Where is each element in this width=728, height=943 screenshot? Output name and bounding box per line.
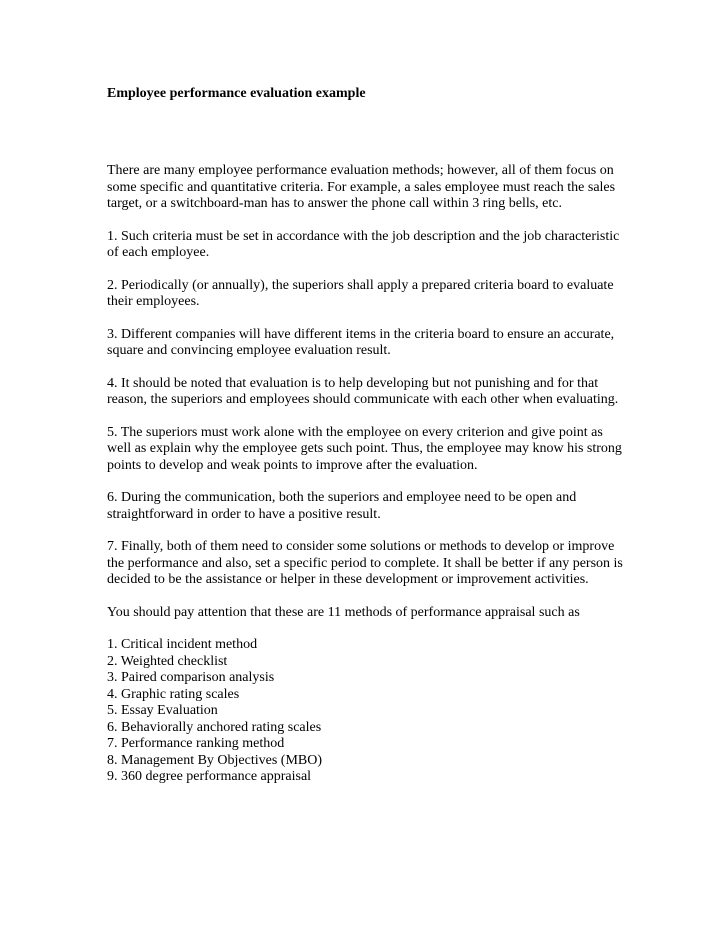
methods-intro-paragraph: You should pay attention that these are 11 methods of performance appraisal such as [107,604,580,620]
point-paragraph-3: 3. Different companies will have different items in the criteria board to ensure an accurate, square and convincing employee evaluation result. [107,326,615,358]
method-item-8: 8. Management By Objectives (MBO) [107,752,323,768]
method-item-3: 3. Paired comparison analysis [107,670,275,685]
intro-paragraph: There are many employee performance evaluation methods; however, all of them focus on some specific and quantitative criteria. For example, a sales employee must reach the sales target, or a switchboard-man has to answer the phone call within 3 ring bells, etc. [107,163,616,211]
point-paragraph-5: 5. The superiors must work alone with the employee on every criterion and give point as well as explain why the employee gets such point. Thus, the employee may know his strong points to develop and weak points to improve after the evaluation. [107,424,622,473]
document-title: Employee performance evaluation example [107,86,366,101]
methods-list [107,637,627,786]
point-paragraph-4: 4. It should be noted that evaluation is to help developing but not punishing and for that reason, the superiors and employees should communicate with each other when evaluating. [107,375,619,407]
method-item-7: 7. Performance ranking method [107,736,285,751]
point-paragraph-7: 7. Finally, both of them need to consider some solutions or methods to develop or improve the performance and also, set a specific period to complete. It shall be better if any person is decided to be the assistance or helper in these development or improvement activities. [107,539,623,587]
method-item-9: 9. 360 degree performance appraisal [107,769,312,784]
method-item-6: 6. Behaviorally anchored rating scales [107,719,322,735]
point-paragraph-6: 6. During the communication, both the superiors and employee need to be open and straightforward in order to have a positive result. [107,490,577,522]
method-item-2: 2. Weighted checklist [107,653,228,669]
method-item-1: 1. Critical incident method [107,637,258,652]
method-item-5: 5. Essay Evaluation [107,703,218,718]
point-paragraph-2: 2. Periodically (or annually), the superiors shall apply a prepared criteria board to evaluate their employees. [107,277,614,309]
document-body [107,163,627,786]
method-item-4: 4. Graphic rating scales [107,686,240,702]
point-paragraph-1: 1. Such criteria must be set in accordance with the job description and the job characteristic of each employee. [107,228,620,260]
